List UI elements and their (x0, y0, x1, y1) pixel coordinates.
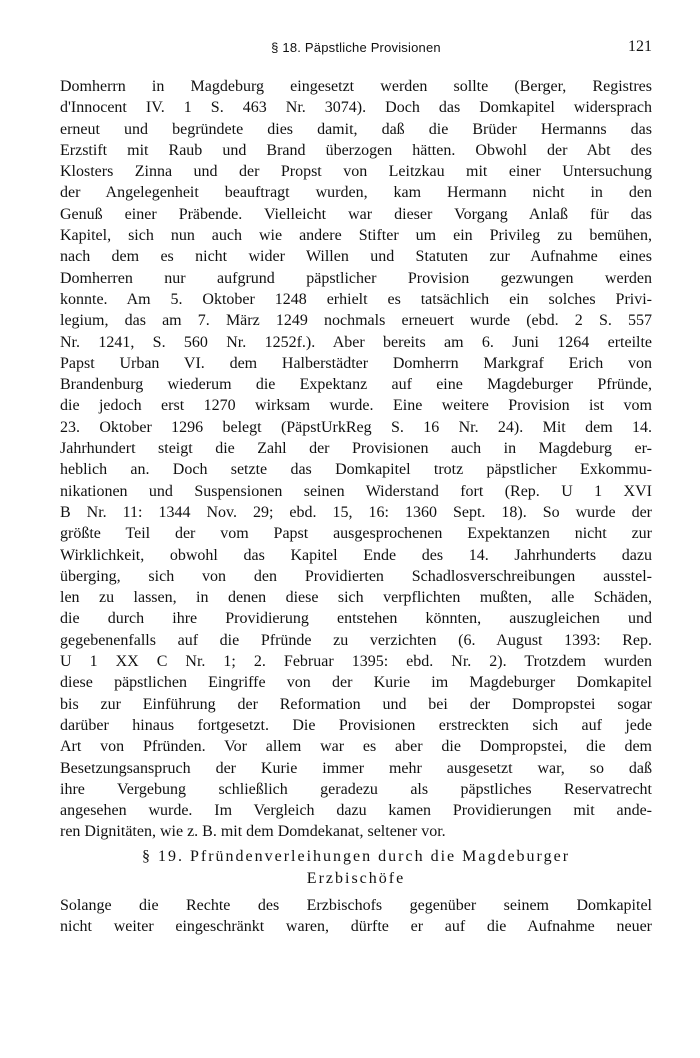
running-title: § 18. Päpstliche Provisionen (271, 40, 441, 55)
text-line: erneut und begründete dies damit, daß die Brüder Hermanns das (60, 120, 652, 138)
text-line: konnte. Am 5. Oktober 1248 erhielt es tatsächlich ein solches Privi- (60, 290, 652, 308)
text-line: Genuß einer Präbende. Vielleicht war dieser Vorgang Anlaß für das (60, 205, 652, 223)
text-line: diese päpstlichen Eingriffe von der Kurie im Magdeburger Domkapitel (60, 674, 652, 692)
text-line: bis zur Einführung der Reformation und bei der Dompropstei sogar (60, 695, 652, 713)
text-line: heblich an. Doch setzte das Domkapitel trotz päpstlicher Exkommu- (60, 461, 652, 479)
text-line: Domherren nur aufgrund päpstlicher Provision gezwungen werden (60, 269, 652, 287)
text-line: B Nr. 11: 1344 Nov. 29; ebd. 15, 16: 1360 Sept. 18). So wurde der (60, 503, 652, 521)
text-line: überging, sich von den Providierten Schadlosverschreibungen ausstel- (60, 567, 652, 585)
text-line: nach dem es nicht wider Willen und Statuten zur Aufnahme eines (60, 248, 652, 266)
text-line: d'Innocent IV. 1 S. 463 Nr. 3074). Doch das Domkapitel widersprach (60, 99, 652, 117)
page-number: 121 (628, 38, 652, 55)
body-paragraph (60, 76, 652, 843)
text-line: die jedoch erst 1270 wirksam wurde. Eine weitere Provision ist vom (60, 397, 652, 415)
text-line: angesehen wurde. Im Vergleich dazu kamen Providierungen mit ande- (60, 802, 652, 820)
text-line: Domherrn in Magdeburg eingesetzt werden sollte (Berger, Registres (60, 78, 652, 95)
text-line: Solange die Rechte des Erzbischofs gegenüber seinem Domkapitel (60, 897, 652, 914)
text-line: größte Teil der vom Papst ausgesprochenen Expektanzen nicht zur (60, 525, 652, 543)
text-line: Jahrhundert steigt die Zahl der Provisionen auch in Magdeburg er- (60, 440, 652, 458)
text-line: Nr. 1241, S. 560 Nr. 1252f.). Aber bereits am 6. Juni 1264 erteilte (60, 333, 652, 351)
section-heading-line: Erzbischöfe (306, 870, 406, 887)
text-line: 23. Oktober 1296 belegt (PäpstUrkReg S. 16 Nr. 24). Mit dem 14. (60, 418, 652, 436)
section-paragraph (60, 895, 652, 938)
text-line: len zu lassen, in denen diese sich verpflichten mußten, alle Schäden, (60, 589, 652, 607)
text-line: legium, das am 7. März 1249 nochmals erneuert wurde (ebd. 2 S. 557 (60, 312, 652, 330)
text-line: der Angelegenheit beauftragt wurden, kam Hermann nicht in den (60, 184, 652, 202)
text-line: nikationen und Suspensionen seinen Widerstand fort (Rep. U 1 XVI (60, 482, 652, 500)
text-line: Klosters Zinna und der Propst von Leitzkau mit einer Untersuchung (60, 163, 652, 181)
text-line: darüber hinaus fortgesetzt. Die Provisionen erstreckten sich auf jede (60, 716, 652, 734)
text-line: U 1 XX C Nr. 1; 2. Februar 1395: ebd. Nr. 2). Trotzdem wurden (60, 653, 652, 671)
text-line: die durch ihre Providierung entstehen könnten, auszugleichen und (60, 610, 652, 628)
text-line: ihre Vergebung schließlich geradezu als päpstliches Reservatrecht (60, 780, 652, 798)
section-heading (60, 846, 652, 890)
text-line: Besetzungsanspruch der Kurie immer mehr ausgesetzt war, so daß (60, 759, 652, 777)
text-line: Art von Pfründen. Vor allem war es aber die Dompropstei, die dem (60, 738, 652, 756)
text-line: Wirklichkeit, obwohl das Kapitel Ende des 14. Jahrhunderts dazu (60, 546, 652, 564)
text-line: ren Dignitäten, wie z. B. mit dem Domdekanat, seltener vor. (60, 823, 446, 841)
text-line: gegebenenfalls auf die Pfründe zu verzichten (6. August 1393: Rep. (60, 631, 652, 649)
running-header (60, 40, 652, 64)
text-line: Kapitel, sich nun auch wie andere Stifter um ein Privileg zu bemühen, (60, 227, 652, 245)
section-heading-line: § 19. Pfründenverleihungen durch die Magdeburger (141, 848, 571, 865)
text-line: Brandenburg wiederum die Expektanz auf eine Magdeburger Pfründe, (60, 376, 652, 394)
text-line: nicht weiter eingeschränkt waren, dürfte er auf die Aufnahme neuer (60, 918, 652, 936)
text-line: Erzstift mit Raub und Brand überzogen hätten. Obwohl der Abt des (60, 141, 652, 159)
text-line: Papst Urban VI. dem Halberstädter Domherrn Markgraf Erich von (60, 354, 652, 372)
